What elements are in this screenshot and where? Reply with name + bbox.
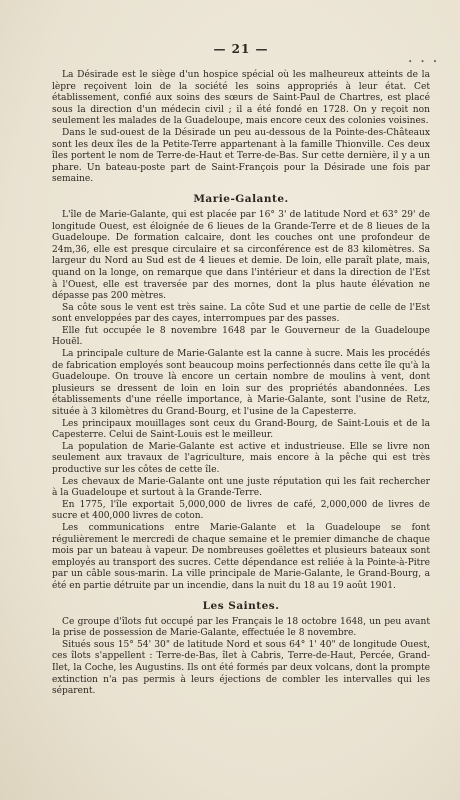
page-number: — 21 — xyxy=(213,42,269,56)
section-heading-les-saintes: Les Saintes. xyxy=(202,599,280,612)
paragraph: Les chevaux de Marie-Galante ont une juste réputation qui les fait rechercher à la Guadeloupe et surtout à la Grande-Terre. xyxy=(52,476,430,499)
section-heading-marie-galante: Marie-Galante. xyxy=(193,192,289,205)
paragraph: La population de Marie-Galante est active et industrieuse. Elle se livre non seulement aux travaux de l'agriculture, mais encore à la pêche qui est très productive sur les côtes de cette île. xyxy=(52,441,430,475)
paragraph: Sa côte sous le vent est très saine. La côte Sud et une partie de celle de l'Est sont enveloppées par des cayes, interrompues par des passes. xyxy=(52,302,430,325)
section-les-saintes xyxy=(52,617,430,698)
paragraph: Elle fut occupée le 8 novembre 1648 par le Gouverneur de la Guadeloupe Houël. xyxy=(52,325,430,348)
paragraph: La Désirade est le siège d'un hospice spécial où les malheureux atteints de la lèpre reçoivent loin de la société les soins appropriés à leur état. Cet établissement, confié aux soins des sœurs de Saint-Paul de Chartres, est placé sous la direction d'un médecin civil ; il a été fondé en 1728. On y reçoit non seulement les malades de la Guadeloupe, mais encore ceux des colonies voisines. xyxy=(52,70,430,127)
section-desirade xyxy=(52,70,430,186)
paragraph: La principale culture de Marie-Galante est la canne à sucre. Mais les procédés de fabrication employés sont beaucoup moins perfectionnés dans cette île qu'à la Guadeloupe. On trouve là encore un certain nombre de moulins à vent, dont plusieurs se dressent de loin en loin sur des propriétés abandonnées. Les établissements d'une réelle importance, à Marie-Galante, sont l'usine de Retz, située à 3 kilomètres du Grand-Bourg, et l'usine de la Capesterre. xyxy=(52,349,430,418)
paragraph: Situés sous 15° 54' 30" de latitude Nord et sous 64° 1' 40" de longitude Ouest, ces îlots s'appellent : Terre-de-Bas, îlet à Cabris, Terre-de-Haut, Percée, Grand-Ilet, la Coche, les Augustins. Ils ont été formés par deux volcans, dont la prompte extinction n'a pas permis à leurs éjections de combler les intervalles qui les séparent. xyxy=(52,639,430,697)
edge-marks: • • • xyxy=(408,58,440,66)
section-marie-galante xyxy=(52,210,430,593)
paragraph: Dans le sud-ouest de la Désirade un peu au-dessous de la Pointe-des-Châteaux sont les deux îles de la Petite-Terre appartenant à la famille Thionville. Ces deux îles portent le nom de Terre-de-Haut et Terre-de-Bas. Sur cette dernière, il y a un phare. Un bateau-poste part de Saint-François pour la Désirade une fois par semaine. xyxy=(52,127,430,185)
paragraph: En 1775, l'île exportait 5,000,000 de livres de café, 2,000,000 de livres de sucre et 400,000 livres de coton. xyxy=(52,499,430,522)
paragraph: Les communications entre Marie-Galante et la Guadeloupe se font régulièrement le mercredi de chaque semaine et le premier dimanche de chaque mois par un bateau à vapeur. De nombreuses goëlettes et plusieurs bateaux sont employés au transport des sucres. Cette dépendance est reliée à la Pointe-à-Pitre par un câble sous-marin. La ville principale de Marie-Galante, le Grand-Bourg, a été en partie détruite par un incendie, dans la nuit du 18 au 19 août 1901. xyxy=(52,522,430,591)
paragraph: Ce groupe d'îlots fut occupé par les Français le 18 octobre 1648, un peu avant la prise de possession de Marie-Galante, effectuée le 8 novembre. xyxy=(52,616,430,639)
paragraph: Les principaux mouillages sont ceux du Grand-Bourg, de Saint-Louis et de la Capesterre. Celui de Saint-Louis est le meilleur. xyxy=(52,418,430,441)
paragraph: L'île de Marie-Galante, qui est placée par 16° 3' de latitude Nord et 63° 29' de longitude Ouest, est éloignée de 6 lieues de la Grande-Terre et de 8 lieues de la Guadeloupe. De formation calcaire, dont les couches ont une profondeur de 24m,36, elle est presque circulaire et sa circonférence est de 83 kilomètres. Sa largeur du Nord au Sud est de 4 lieues et demie. De loin, elle paraît plate, mais, quand on la longe, on remarque que dans l'intérieur et dans la direction de l'Est à l'Ouest, elle est traversée par des mornes, dont la plus haute élévation ne dépasse pas 200 mètres. xyxy=(52,209,430,302)
